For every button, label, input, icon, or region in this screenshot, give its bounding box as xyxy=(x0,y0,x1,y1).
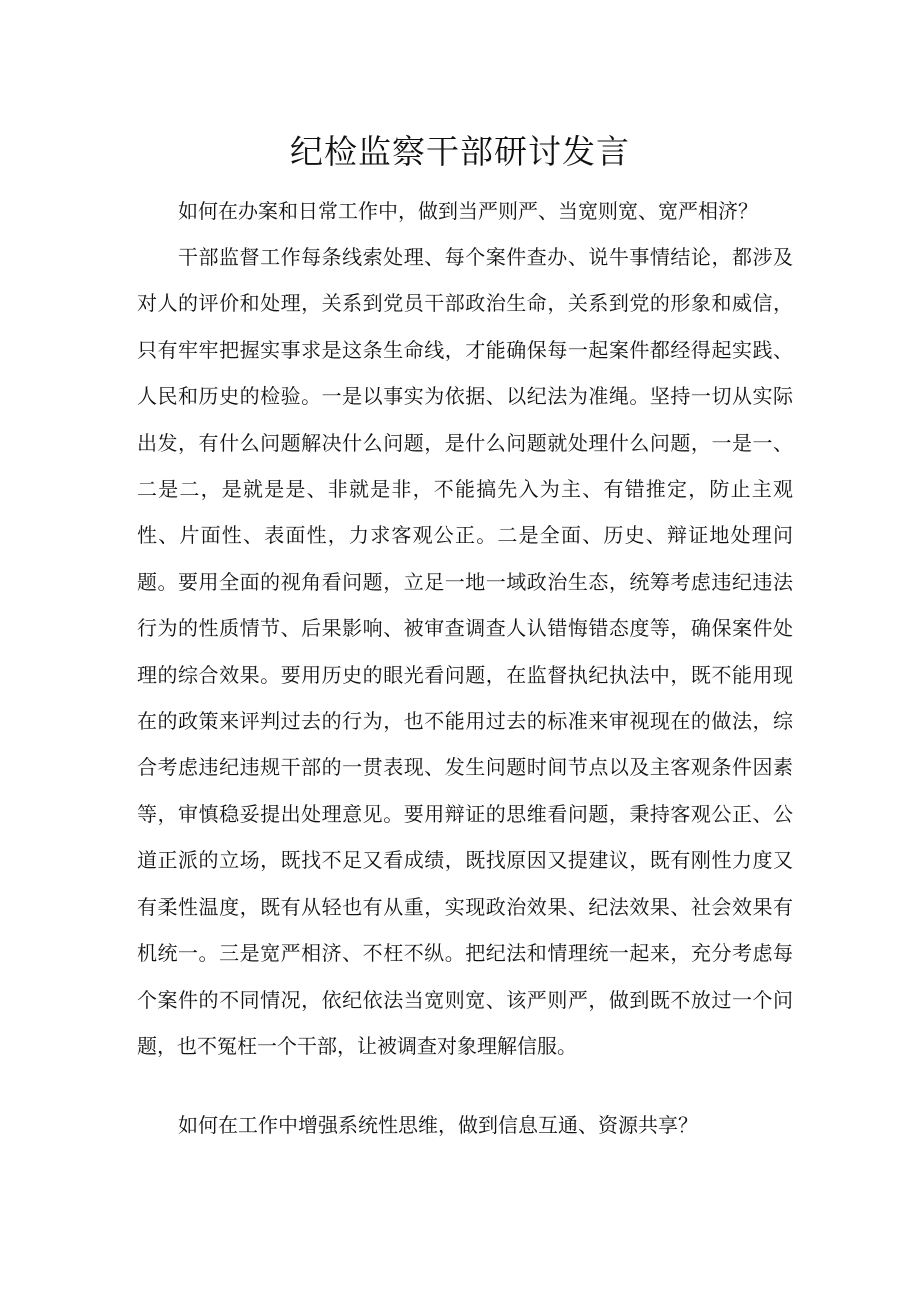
question-2: 如何在工作中增强系统性思维，做到信息互通、资源共享？ xyxy=(178,1113,698,1137)
answer-paragraph-1: 干部监督工作每条线索处理、每个案件查办、说牛事情结论，都涉及对人的评价和处理，关系到党员干部政治生命，关系到党的形象和威信，只有牢牢把握实事求是这条生命线，才能确保每一起案件都经得起实践、人民和历史的检验。一是以事实为依据、以纪法为准绳。坚持一切从实际出发，有什么问题解决什么问题，是什么问题就处理什么问题，一是一、二是二，是就是是、非就是非，不能搞先入为主、有错推定，防止主观性、片面性、表面性，力求客观公正。二是全面、历史、辩证地处理问题。要用全面的视角看问题，立足一地一域政治生态，统筹考虑违纪违法行为的性质情节、后果影响、被审查调查人认错悔错态度等，确保案件处理的综合效果。要用历史的眼光看问题，在监督执纪执法中，既不能用现在的政策来评判过去的行为，也不能用过去的标准来审视现在的做法，综合考虑违纪违规干部的一贯表现、发生问题时间节点以及主客观条件因素等，审慎稳妥提出处理意见。要用辩证的思维看问题，秉持客观公正、公道正派的立场，既找不足又看成绩，既找原因又提建议，既有刚性力度又有柔性温度，既有从轻也有从重，实现政治效果、纪法效果、社会效果有机统一。三是宽严相济、不枉不纵。把纪法和情理统一起来，充分考虑每个案件的不同情况，依纪依法当宽则宽、该严则严，做到既不放过一个问题，也不冤枉一个干部，让被调查对象理解信服。 xyxy=(137,245,793,1058)
question-1: 如何在办案和日常工作中，做到当严则严、当宽则宽、宽严相济？ xyxy=(178,199,758,223)
document-title: 纪检监察干部研讨发言 xyxy=(290,132,630,171)
